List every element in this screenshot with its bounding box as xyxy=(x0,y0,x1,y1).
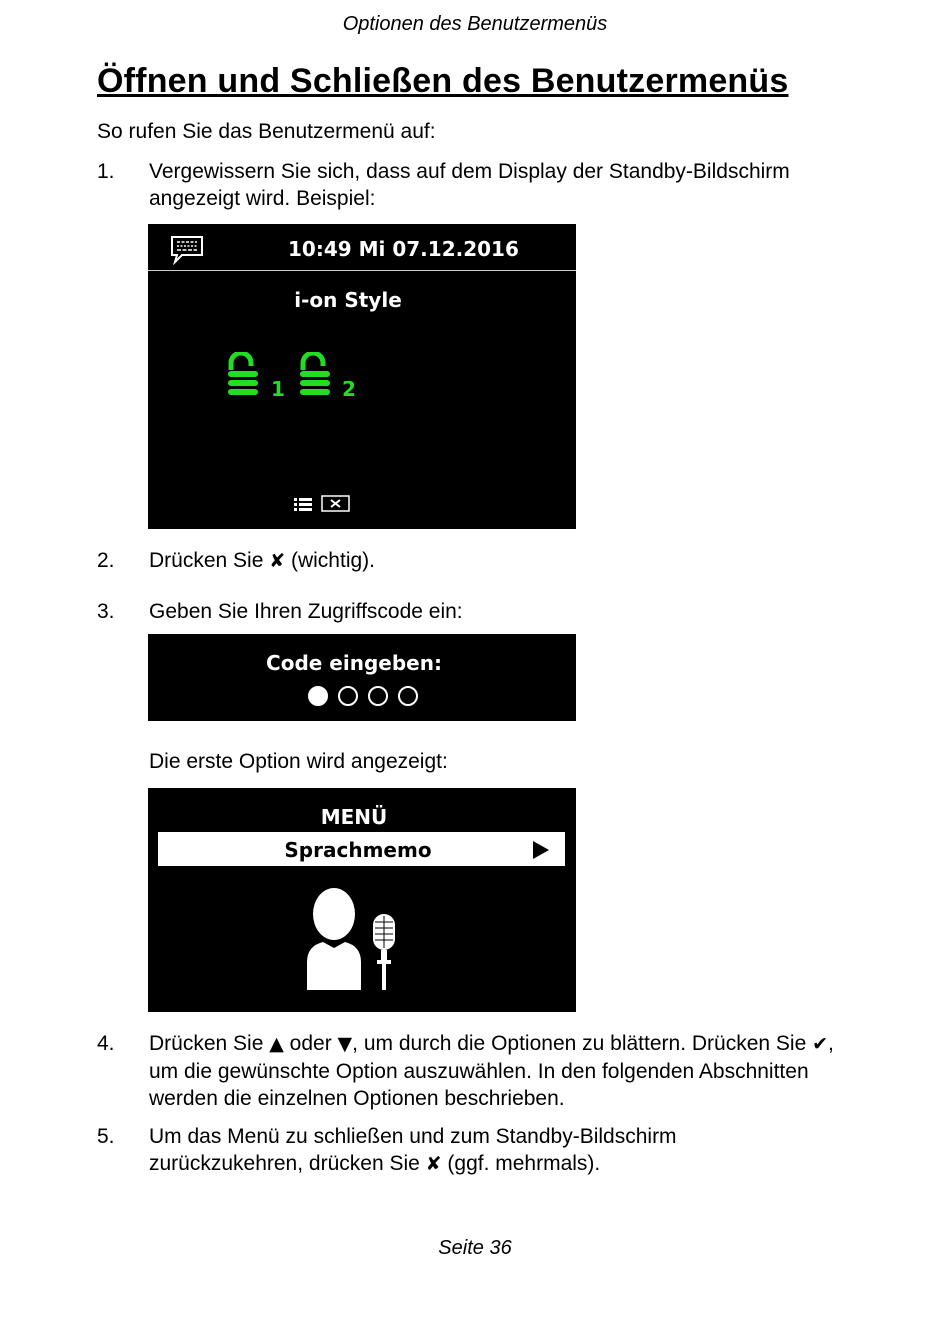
code-digit-indicators xyxy=(306,684,422,708)
menu-selected-item xyxy=(158,832,565,866)
up-arrow-symbol: ▲ xyxy=(269,1033,284,1055)
code-entry-screen xyxy=(148,634,576,721)
voice-memo-illustration xyxy=(303,886,403,990)
check-symbol: ✔ xyxy=(812,1033,829,1055)
unlock-icon xyxy=(298,352,332,398)
menu-screen xyxy=(148,788,576,1012)
step-4-text: Drücken Sie ▲ oder ▼, um durch die Optionen zu blättern. Drücken Sie ✔, um die gewünschte Option auszuwählen. In den folgenden Abschnitten werden die einzelnen Optionen beschrieben. xyxy=(149,1032,834,1110)
code-digit-empty xyxy=(399,687,417,705)
step-1-number: 1. xyxy=(97,160,115,183)
lock-1-number: 1 xyxy=(271,377,285,401)
microphone-icon xyxy=(373,914,395,990)
message-icon xyxy=(170,235,204,265)
page-title: Öffnen und Schließen des Benutzermenüs xyxy=(97,62,789,100)
step-3-text: Geben Sie Ihren Zugriffscode ein: xyxy=(149,600,463,623)
status-bar xyxy=(148,224,576,271)
person-silhouette-icon xyxy=(307,888,361,990)
step-4-number: 4. xyxy=(97,1032,115,1055)
down-arrow-symbol: ▼ xyxy=(337,1033,353,1055)
intro-text: So rufen Sie das Benutzermenü auf: xyxy=(97,120,436,143)
code-entry-title: Code eingeben: xyxy=(266,651,442,675)
cancel-symbol: ✘ xyxy=(425,1153,442,1175)
softkey-icons xyxy=(292,494,354,514)
clock-display: 10:49 Mi 07.12.2016 xyxy=(288,237,519,261)
step-2-text: Drücken Sie ✘ (wichtig). xyxy=(149,549,375,572)
code-digit-filled xyxy=(309,687,327,705)
running-header: Optionen des Benutzermenüs xyxy=(342,13,608,35)
step-2-number: 2. xyxy=(97,549,115,572)
page-number: Seite 36 xyxy=(438,1237,512,1259)
unlock-icon xyxy=(226,352,260,398)
menu-title: MENÜ xyxy=(320,805,388,829)
step-5-text: Um das Menü zu schließen und zum Standby-Bildschirm zurückzukehren, drücken Sie ✘ (ggf. mehrmals). xyxy=(149,1125,677,1175)
menu-item-label: Sprachmemo xyxy=(284,838,432,862)
step-3-number: 3. xyxy=(97,600,115,623)
code-digit-empty xyxy=(339,687,357,705)
device-name: i-on Style xyxy=(294,288,402,312)
code-digit-empty xyxy=(369,687,387,705)
lock-2-number: 2 xyxy=(342,377,356,401)
step-1-text: Vergewissern Sie sich, dass auf dem Display der Standby-Bildschirm angezeigt wird. Beispiel: xyxy=(149,160,790,210)
right-arrow-icon xyxy=(532,840,550,860)
cancel-x-icon xyxy=(322,496,349,511)
first-option-text: Die erste Option wird angezeigt: xyxy=(149,750,448,773)
step-5-number: 5. xyxy=(97,1125,115,1148)
standby-screen xyxy=(148,224,576,529)
menu-list-icon xyxy=(294,498,312,511)
cancel-symbol: ✘ xyxy=(269,550,286,572)
